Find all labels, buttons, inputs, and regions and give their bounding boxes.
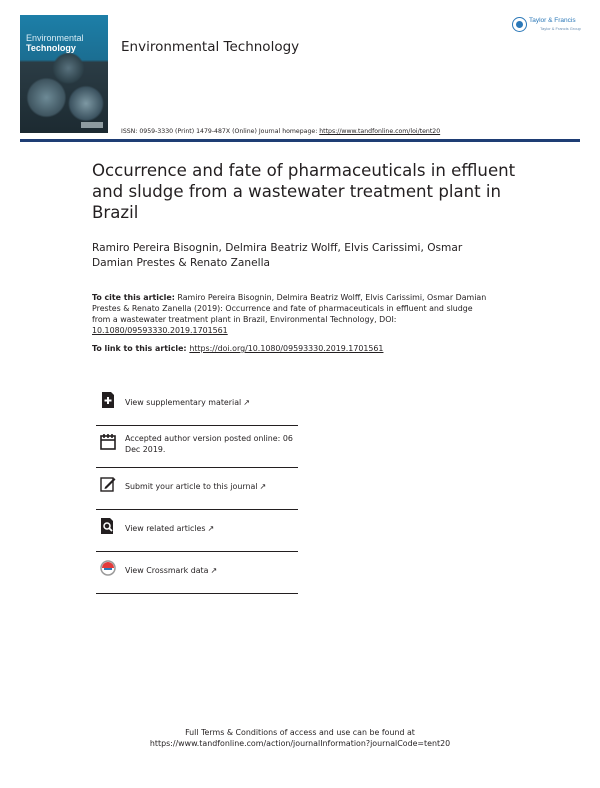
external-link-icon: ↗ [259,482,267,491]
terms-url-link[interactable]: https://www.tandfonline.com/action/journalInformation?journalCode=tent20 [149,739,451,748]
cover-title [26,33,84,53]
article-authors: Ramiro Pereira Bisognin, Delmira Beatriz Wolff, Elvis Carissimi, Osmar Damian Prestes & Renato Zanella [92,242,463,269]
external-link-icon: ↗ [243,398,250,407]
article-actions [96,384,298,594]
action-related-articles[interactable] [96,510,298,552]
citation-block [92,292,492,336]
issn-line [121,128,440,135]
journal-name[interactable]: Environmental Technology [121,39,300,55]
action-submit-article[interactable] [96,468,298,510]
terms-text: Full Terms & Conditions of access and use can be found at [185,728,415,737]
external-link-icon: ↗ [207,524,215,533]
citation-text: Ramiro Pereira Bisognin, Delmira Beatriz Wolff, Elvis Carissimi, Osmar Damian Prestes & Renato Zanella (2019): Occurrence and fate of pharmaceuticals in effluent and sludge from a wastewater treatment plant in Brazil, Environmental Technology, DOI: [92,293,487,324]
publisher-logo-sub: Taylor & Francis Group [540,26,581,31]
supplementary-plus-icon [100,392,116,408]
calendar-icon [100,434,116,450]
citation-doi-link[interactable]: 10.1080/09593330.2019.1701561 [92,326,228,335]
citation-label: To cite this article: [92,293,175,302]
journal-cover-image[interactable] [20,15,108,133]
publisher-logo-text: Taylor & Francis [529,17,576,24]
external-link-icon: ↗ [210,566,218,575]
header-divider [20,139,580,142]
journal-homepage-link[interactable]: https://www.tandfonline.com/loi/tent20 [319,128,441,135]
article-title: Occurrence and fate of pharmaceuticals in effluent and sludge from a wastewater treatment plant in Brazil [92,161,516,222]
related-articles-search-icon [100,518,116,534]
article-doi-link[interactable]: https://doi.org/10.1080/09593330.2019.1701561 [189,344,384,353]
cover-title-line2: Technology [26,43,76,53]
article-link-label: To link to this article: [92,344,190,353]
action-submit-label: Submit your article to this journal [125,482,258,491]
action-crossmark-label: View Crossmark data [125,566,209,575]
action-supplementary-label: View supplementary material [125,398,242,407]
issn-text: ISSN: 0959-3330 (Print) 1479-487X (Online) Journal homepage: [121,128,320,135]
cover-title-line1: Environmental [26,33,84,43]
crossmark-icon [100,560,116,576]
article-link-block [92,344,383,353]
action-accepted-label: Accepted author version posted online: 06 Dec 2019. [125,434,293,454]
action-accepted-version [96,426,298,468]
cover-publisher-mark [81,122,103,128]
action-related-label: View related articles [125,524,206,533]
action-supplementary[interactable] [96,384,298,426]
publisher-logo-icon [512,17,527,32]
edit-pencil-icon [100,476,116,492]
action-crossmark[interactable] [96,552,298,594]
terms-footer [0,727,600,749]
publisher-logo[interactable] [512,16,582,36]
